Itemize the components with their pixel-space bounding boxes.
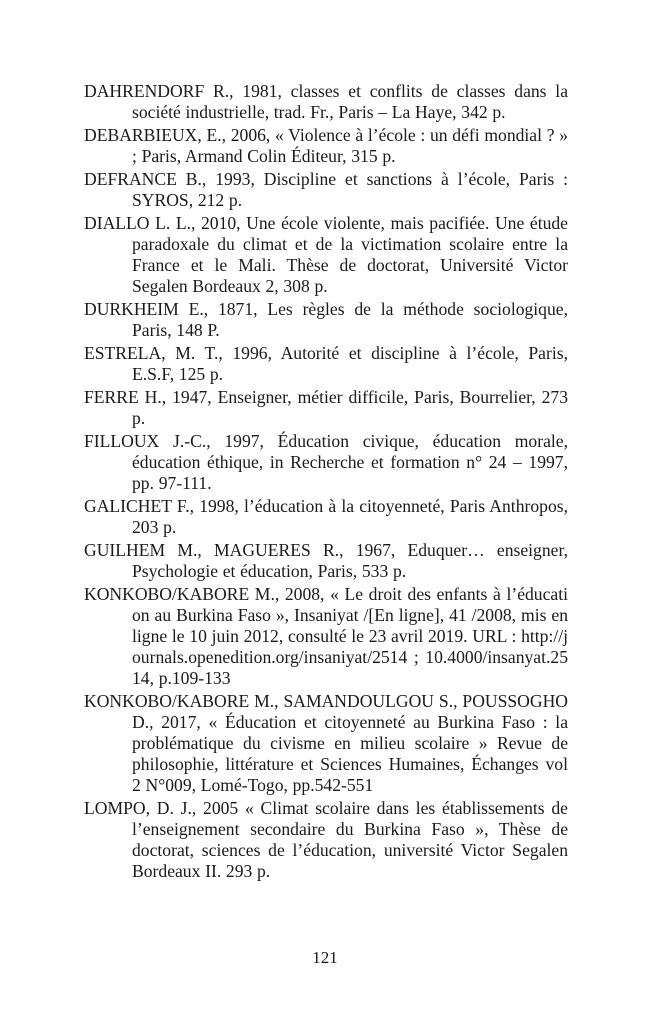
bibliography-entry-konkobo-2008: KONKOBO/KABORE M., 2008, « Le droit des enfants à l’éducation au Burkina Faso », Insaniyat /[En ligne], 41 /2008, mis en ligne le 10 juin 2012, consulté le 23 avril 2019. URL : http://journals.openedition.org/insaniyat/2514 ; 10.4000/insanyat.2514, p.109-133 (84, 584, 568, 688)
bibliography-entry-defrance: DEFRANCE B., 1993, Discipline et sanctions à l’école, Paris : SYROS, 212 p. (84, 169, 568, 210)
page-number: 121 (312, 948, 338, 967)
bibliography-entry-durkheim: DURKHEIM E., 1871, Les règles de la méthode sociologique, Paris, 148 P. (84, 299, 568, 340)
bibliography-entry-lompo: LOMPO, D. J., 2005 « Climat scolaire dans les établissements de l’enseignement secondaire du Burkina Faso », Thèse de doctorat, sciences de l’éducation, université Victor Segalen Bordeaux II. 293 p. (84, 798, 568, 881)
bibliography-entry-konkobo-2017: KONKOBO/KABORE M., SAMANDOULGOU S., POUSSOGHO D., 2017, « Éducation et citoyenneté au Burkina Faso : la problématique du civisme en milieu scolaire » Revue de philosophie, littérature et Sciences Humaines, Échanges vol 2 N°009, Lomé-Togo, pp.542-551 (84, 691, 568, 795)
bibliography-entry-galichet: GALICHET F., 1998, l’éducation à la citoyenneté, Paris Anthropos, 203 p. (84, 496, 568, 537)
bibliography-page (84, 81, 568, 884)
bibliography-entry-estrela: ESTRELA, M. T., 1996, Autorité et discipline à l’école, Paris, E.S.F, 125 p. (84, 343, 568, 384)
bibliography-entry-guilhem: GUILHEM M., MAGUERES R., 1967, Eduquer… enseigner, Psychologie et éducation, Paris, 533 p. (84, 540, 568, 581)
bibliography-entry-dahrendorf: DAHRENDORF R., 1981, classes et conflits de classes dans la société industrielle, trad. Fr., Paris – La Haye, 342 p. (84, 81, 568, 122)
bibliography-entry-diallo: DIALLO L. L., 2010, Une école violente, mais pacifiée. Une étude paradoxale du climat et de la victimation scolaire entre la France et le Mali. Thèse de doctorat, Université Victor Segalen Bordeaux 2, 308 p. (84, 213, 568, 296)
bibliography-entry-debarbieux: DEBARBIEUX, E., 2006, « Violence à l’école : un défi mondial ? » ; Paris, Armand Colin Éditeur, 315 p. (84, 125, 568, 166)
bibliography-entry-filloux: FILLOUX J.-C., 1997, Éducation civique, éducation morale, éducation éthique, in Recherche et formation n° 24 – 1997, pp. 97-111. (84, 431, 568, 493)
bibliography-entry-ferre: FERRE H., 1947, Enseigner, métier difficile, Paris, Bourrelier, 273 p. (84, 387, 568, 428)
